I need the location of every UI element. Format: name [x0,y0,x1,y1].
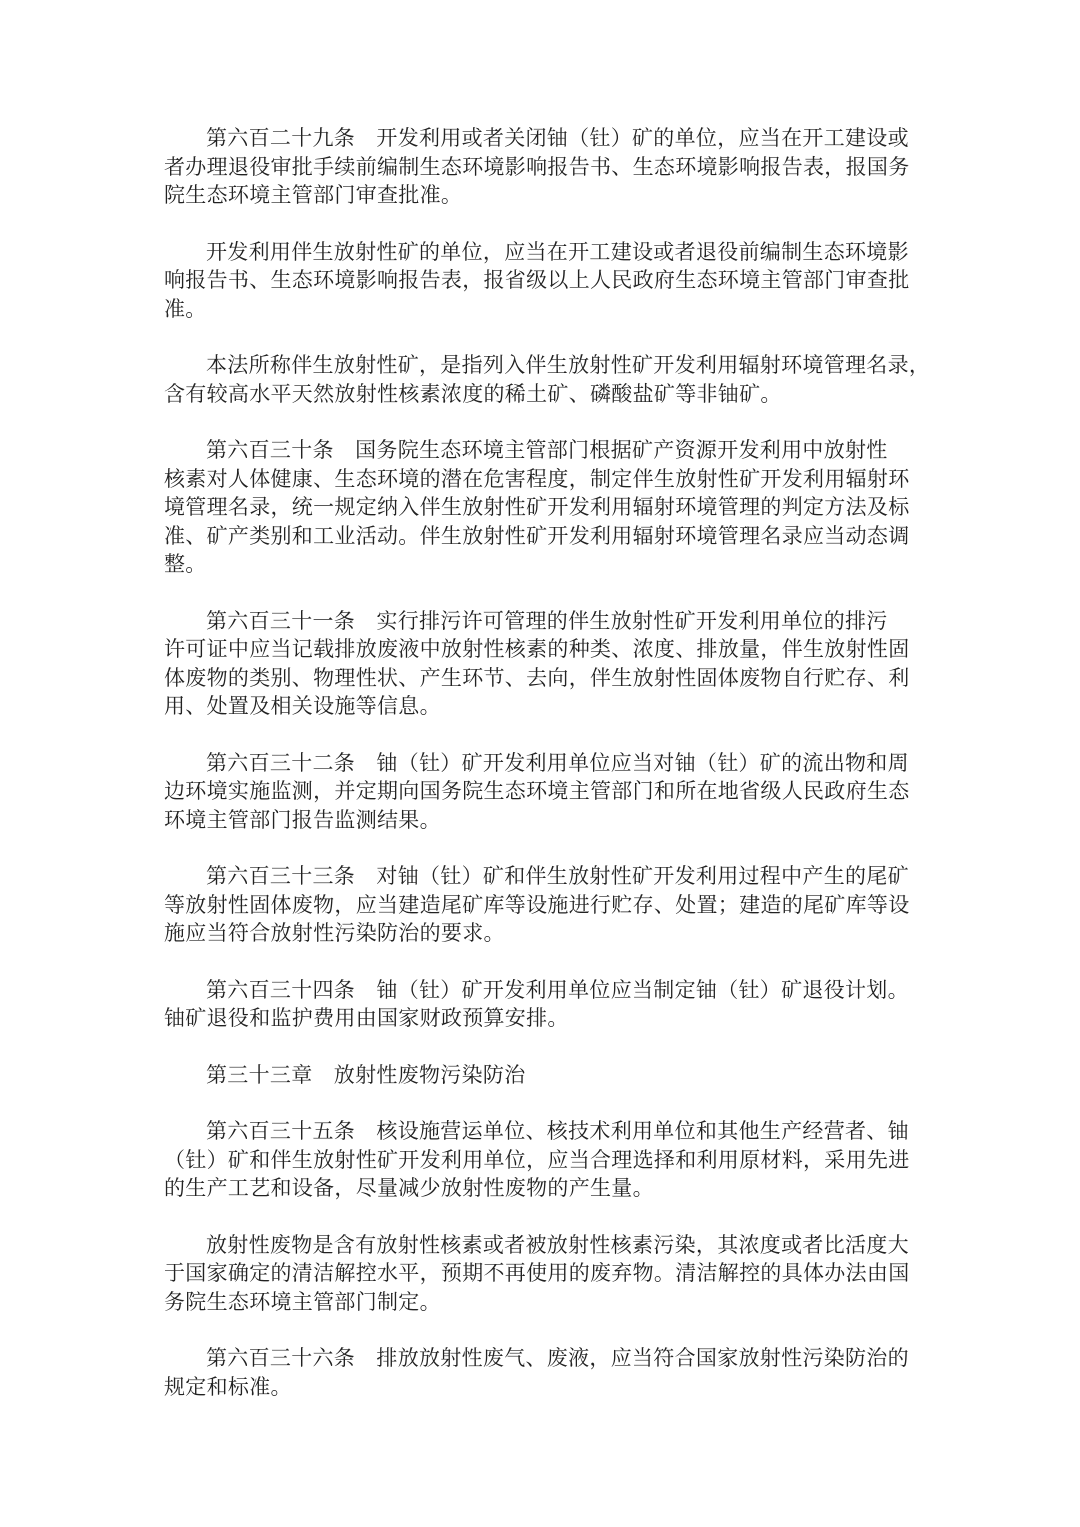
text-line: 核素对人体健康、生态环境的潜在危害程度，制定伴生放射性矿开发利用辐射环 [164,466,910,491]
text-line: 第六百三十条 国务院生态环境主管部门根据矿产资源开发利用中放射性 [206,438,888,462]
text-line: 本法所称伴生放射性矿，是指列入伴生放射性矿开发利用辐射环境管理名录， [206,353,931,377]
text-line: （钍）矿和伴生放射性矿开发利用单位，应当合理选择和利用原材料，采用先进 [164,1147,910,1172]
text-line: 响报告书、生态环境影响报告表，报省级以上人民政府生态环境主管部门审查批 [164,268,910,292]
paragraph-630 [164,436,920,579]
text-line: 的生产工艺和设备，尽量减少放射性废物的产生量。 [164,1176,654,1200]
text-line: 务院生态环境主管部门制定。 [164,1289,441,1314]
text-line: 边环境实施监测，并定期向国务院生态环境主管部门和所在地省级人民政府生态 [164,779,910,803]
text-line: 第六百三十五条 核设施营运单位、核技术利用单位和其他生产经营者、铀 [206,1119,909,1143]
text-line: 施应当符合放射性污染防治的要求。 [164,921,505,945]
text-line: 准、矿产类别和工业活动。伴生放射性矿开发利用辐射环境管理名录应当动态调 [164,523,910,548]
text-line: 体废物的类别、物理性状、产生环节、去向，伴生放射性固体废物自行贮存、利 [164,665,910,690]
text-line: 规定和标准。 [164,1374,292,1399]
paragraph-633 [164,862,920,948]
text-line: 含有较高水平天然放射性核素浓度的稀土矿、磷酸盐矿等非铀矿。 [164,381,782,406]
paragraph-629-3 [164,351,931,408]
text-line: 用、处置及相关设施等信息。 [164,694,441,718]
text-line: 境管理名录，统一规定纳入伴生放射性矿开发利用辐射环境管理的判定方法及标 [164,495,910,519]
text-line: 放射性废物是含有放射性核素或者被放射性核素污染，其浓度或者比活度大 [206,1232,909,1257]
text-line: 整。 [164,552,207,576]
text-line: 第六百三十六条 排放放射性废气、废液，应当符合国家放射性污染防治的 [206,1346,909,1370]
text-line: 准。 [164,296,207,321]
paragraph-634 [164,976,920,1033]
text-line: 开发利用伴生放射性矿的单位，应当在开工建设或者退役前编制生态环境影 [206,239,909,264]
text-line: 第六百三十一条 实行排污许可管理的伴生放射性矿开发利用单位的排污 [206,608,888,633]
text-line: 环境主管部门报告监测结果。 [164,807,441,832]
paragraph-632 [164,749,920,835]
text-line: 许可证中应当记载排放废液中放射性核素的种类、浓度、排放量，伴生放射性固 [164,637,910,661]
text-line: 等放射性固体废物，应当建造尾矿库等设施进行贮存、处置；建造的尾矿库等设 [164,892,910,917]
text-line: 铀矿退役和监护费用由国家财政预算安排。 [164,1006,569,1030]
text-line: 者办理退役审批手续前编制生态环境影响报告书、生态环境影响报告表，报国务 [164,154,910,179]
text-line: 第六百三十三条 对铀（钍）矿和伴生放射性矿开发利用过程中产生的尾矿 [206,864,909,888]
paragraph-629-2 [164,238,920,324]
text-line: 第六百三十四条 铀（钍）矿开发利用单位应当制定铀（钍）矿退役计划。 [206,977,909,1002]
chapter-title: 第三十三章 放射性废物污染防治 [206,1062,526,1087]
paragraph-631 [164,607,920,721]
text-line: 第六百二十九条 开发利用或者关闭铀（钍）矿的单位，应当在开工建设或 [206,126,909,150]
text-line: 于国家确定的清洁解控水平，预期不再使用的废弃物。清洁解控的具体办法由国 [164,1261,910,1285]
chapter-heading [164,1061,920,1090]
paragraph-636 [164,1344,920,1401]
paragraph-635-2 [164,1231,920,1317]
text-line: 第六百三十二条 铀（钍）矿开发利用单位应当对铀（钍）矿的流出物和周 [206,750,909,775]
text-line: 院生态环境主管部门审查批准。 [164,183,463,207]
paragraph-635 [164,1117,920,1203]
paragraph-629 [164,124,920,210]
